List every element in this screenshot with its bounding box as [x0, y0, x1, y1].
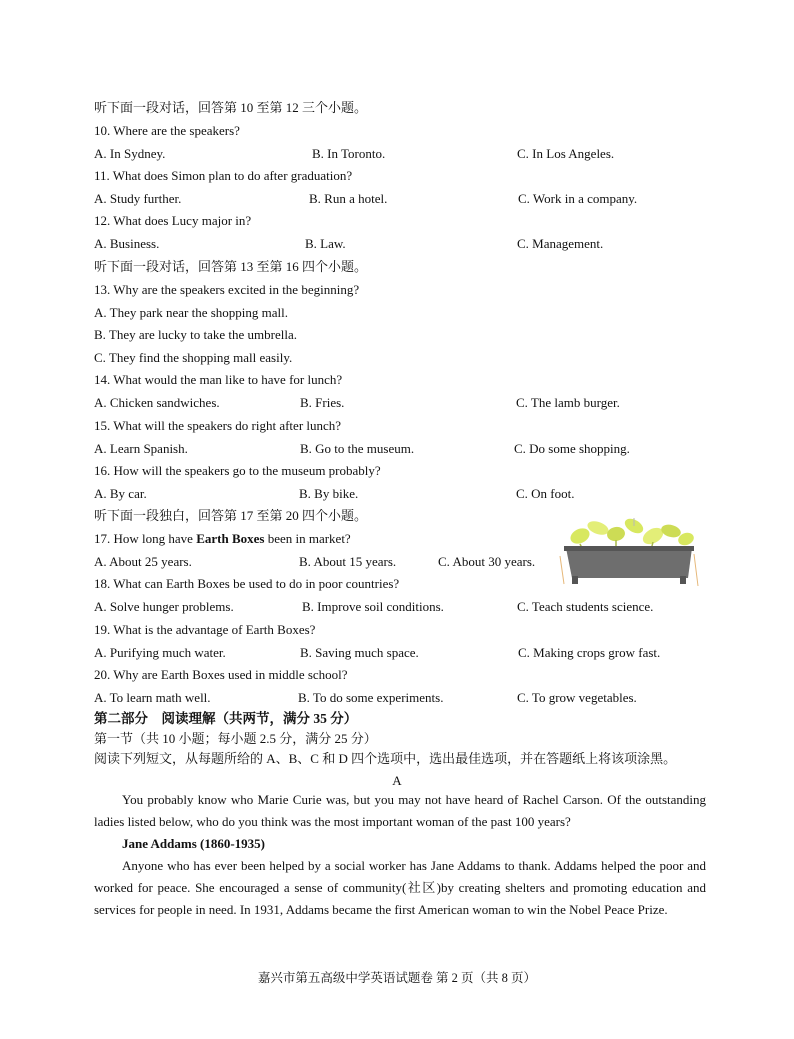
question-16: 16. How will the speakers go to the museum probably? [94, 463, 381, 478]
option-11-a: A. Study further. [94, 191, 182, 206]
passage-body [94, 789, 706, 921]
option-15-b: B. Go to the museum. [300, 441, 415, 456]
option-13-b: B. They are lucky to take the umbrella. [94, 327, 297, 342]
option-14-c: C. The lamb burger. [516, 395, 620, 410]
question-17-pre: 17. How long have [94, 531, 197, 546]
option-14-a: A. Chicken sandwiches. [94, 395, 220, 410]
question-13: 13. Why are the speakers excited in the beginning? [94, 282, 360, 297]
question-17-post: been in market? [264, 531, 351, 546]
page-footer: 嘉兴市第五高级中学英语试题卷 第 2 页（共 8 页） [257, 971, 537, 985]
option-19-b: B. Saving much space. [300, 645, 419, 660]
plant-leaves [568, 516, 696, 550]
option-17-b: B. About 15 years. [299, 554, 397, 569]
option-12-b: B. Law. [305, 236, 346, 251]
option-16-c: C. On foot. [516, 486, 575, 501]
option-10-c: C. In Los Angeles. [517, 146, 615, 161]
option-18-b: B. Improve soil conditions. [302, 599, 444, 614]
earth-box-illustration [558, 514, 700, 590]
option-17-c: C. About 30 years. [438, 554, 536, 569]
instruction-13-16: 听下面一段对话，回答第 13 至第 16 四个小题。 [94, 259, 368, 274]
question-19: 19. What is the advantage of Earth Boxes? [94, 622, 316, 637]
option-13-a: A. They park near the shopping mall. [94, 305, 288, 320]
passage-label: A [392, 773, 402, 788]
reading-instructions: 阅读下列短文，从每题所给的 A、B、C 和 D 四个选项中，选出最佳选项，并在答题纸上将该项涂黑。 [94, 751, 677, 766]
option-18-c: C. Teach students science. [517, 599, 654, 614]
option-16-b: B. By bike. [299, 486, 359, 501]
passage-intro: You probably know who Marie Curie was, but you may not have heard of Rachel Carson. Of the outstanding ladies listed below, who do you think was the most important woman of the past 100 years? [94, 792, 706, 829]
option-17-a: A. About 25 years. [94, 554, 192, 569]
option-20-b: B. To do some experiments. [298, 690, 444, 705]
question-15: 15. What will the speakers do right after lunch? [94, 418, 342, 433]
question-10: 10. Where are the speakers? [94, 123, 240, 138]
option-20-a: A. To learn math well. [94, 690, 211, 705]
section-title: 第一节（共 10 小题；每小题 2.5 分，满分 25 分） [94, 731, 377, 746]
question-17-bold: Earth Boxes [196, 531, 265, 546]
planter-box [560, 546, 698, 586]
question-20: 20. Why are Earth Boxes used in middle school? [94, 667, 348, 682]
instruction-10-12: 听下面一段对话，回答第 10 至第 12 三个小题。 [94, 100, 368, 115]
part-title: 第二部分 阅读理解（共两节，满分 35 分） [94, 711, 358, 726]
option-11-c: C. Work in a company. [518, 191, 638, 206]
option-20-c: C. To grow vegetables. [517, 690, 637, 705]
question-18: 18. What can Earth Boxes be used to do in poor countries? [94, 576, 400, 591]
option-10-a: A. In Sydney. [94, 146, 166, 161]
option-18-a: A. Solve hunger problems. [94, 599, 234, 614]
option-16-a: A. By car. [94, 486, 147, 501]
question-14: 14. What would the man like to have for lunch? [94, 372, 343, 387]
option-12-a: A. Business. [94, 236, 160, 251]
question-12: 12. What does Lucy major in? [94, 213, 252, 228]
option-11-b: B. Run a hotel. [309, 191, 388, 206]
option-15-a: A. Learn Spanish. [94, 441, 188, 456]
option-10-b: B. In Toronto. [312, 146, 386, 161]
option-13-c: C. They find the shopping mall easily. [94, 350, 293, 365]
passage-subheading: Jane Addams (1860-1935) [122, 836, 266, 851]
option-15-c: C. Do some shopping. [514, 441, 630, 456]
option-19-c: C. Making crops grow fast. [518, 645, 661, 660]
option-19-a: A. Purifying much water. [94, 645, 226, 660]
option-14-b: B. Fries. [300, 395, 345, 410]
passage-paragraph: Anyone who has ever been helped by a social worker has Jane Addams to thank. Addams helped the poor and worked for peace. She encouraged a sense of community(社区)by creating shelters and promoting education and services for people in need. In 1931, Addams became the first American woman to win the Nobel Peace Prize. [94, 858, 706, 917]
instruction-17-20: 听下面一段独白，回答第 17 至第 20 四个小题。 [94, 508, 368, 523]
option-12-c: C. Management. [517, 236, 604, 251]
question-17 [94, 531, 351, 547]
question-11: 11. What does Simon plan to do after graduation? [94, 168, 353, 183]
